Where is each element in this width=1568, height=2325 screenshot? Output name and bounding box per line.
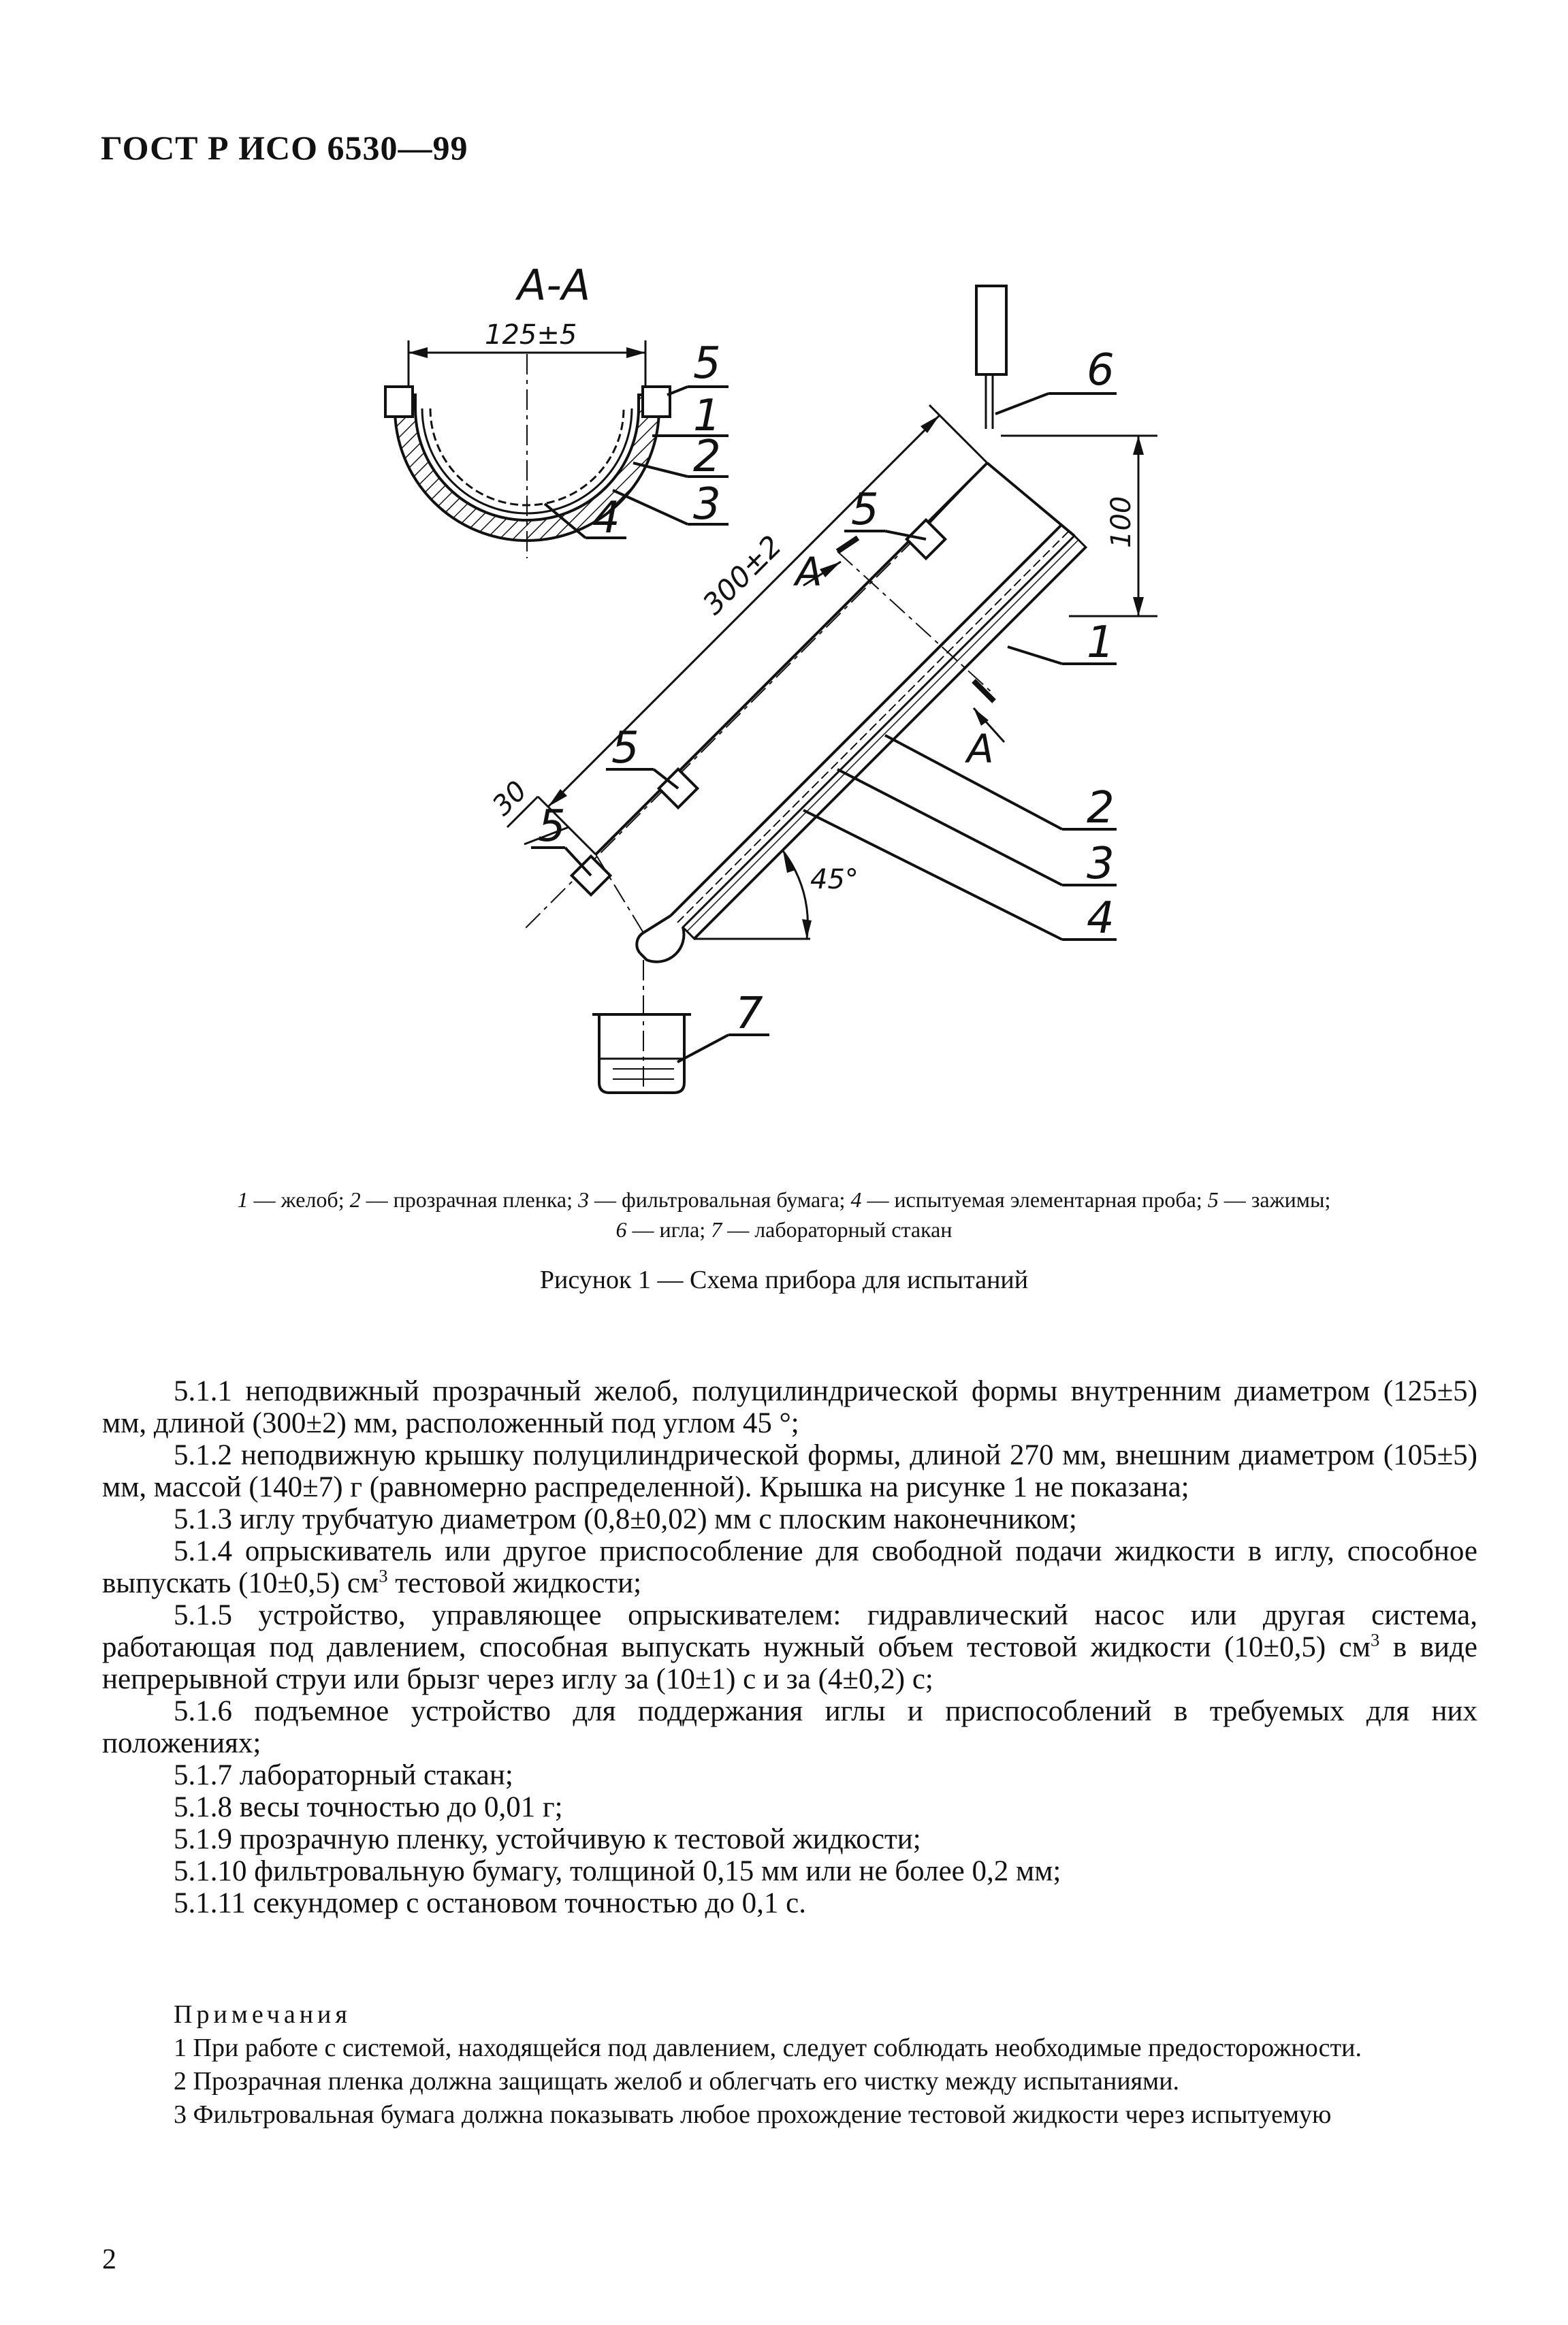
section-mark-lower: А (967, 726, 994, 772)
legend-num-6: 6 (615, 1217, 627, 1242)
dim-length: 300±2 (696, 528, 788, 622)
legend-num-1: 1 (237, 1187, 249, 1212)
paragraph-5-1-4: 5.1.4 опрыскиватель или другое приспособление для свободной подачи жидкости в иглу, способное выпускать (10±0,5) $см^3$ тестовой жидкости; (102, 1535, 1477, 1599)
callout-5-bottom: 5 (538, 801, 566, 852)
needle (976, 286, 1117, 429)
paragraph-5-1-2: 5.1.2 неподвижную крышку полуцилиндрической формы, длиной 270 мм, внешним диаметром (105±5) мм, массой (140±7) г (равномерно распределенной). Крышка на рисунке 1 не показана; (102, 1439, 1477, 1503)
legend-num-7: 7 (711, 1217, 722, 1242)
legend-line-1: 1 — желоб; 2 — прозрачная пленка; 3 — фильтровальная бумага; 4 — испытуемая элементарная проба; 5 — зажимы; (237, 1187, 1331, 1212)
legend-line-2: 6 — игла; 7 — лабораторный стакан (615, 1217, 953, 1242)
callout-4: 4 (1087, 893, 1115, 944)
dim-height: 100 (1106, 496, 1137, 548)
section-mark-upper: А (795, 549, 822, 595)
section-callout-3: 3 (693, 479, 721, 530)
legend-text-1: желоб; (281, 1187, 345, 1212)
callout-7: 7 (735, 989, 763, 1039)
notes-title: Примечания (174, 2000, 351, 2029)
paragraph-5-1-1: 5.1.1 неподвижный прозрачный желоб, полуцилиндрической формы внутренним диаметром (125±5) мм, длиной (300±2) мм, расположенный под углом 45 °; (102, 1375, 1477, 1439)
section-callout-2: 2 (693, 432, 721, 482)
section-callout-1: 1 (693, 391, 721, 441)
callout-5-top: 5 (851, 485, 879, 535)
legend-num-3: 3 (577, 1187, 589, 1212)
legend-num-4: 4 (850, 1187, 862, 1212)
legend-text-4: испытуемая элементарная проба; (894, 1187, 1202, 1212)
paragraph-5-1-5: 5.1.5 устройство, управляющее опрыскивателем: гидравлический насос или другая система, работающая под давлением, способная выпускать нужный объем тестовой жидкости (10±0,5) $см^3$ в виде непрерывной струи или брызг через иглу за (10±1) с и за (4±0,2) с; (102, 1599, 1477, 1695)
figure-title: Рисунок 1 — Схема прибора для испытаний (539, 1266, 1029, 1294)
paragraph-5-1-10: 5.1.10 фильтровальную бумагу, толщиной 0,15 мм или не более 0,2 мм; (174, 1855, 1061, 1887)
paragraph-5-1-9: 5.1.9 прозрачную пленку, устойчивую к тестовой жидкости; (174, 1823, 921, 1855)
section-view (385, 260, 729, 558)
beaker (592, 960, 769, 1093)
section-callout-5: 5 (693, 338, 721, 389)
legend-num-2: 2 (349, 1187, 361, 1212)
legend-text-3: фильтровальная бумага; (621, 1187, 846, 1212)
callout-1: 1 (1087, 618, 1115, 668)
note-2: 2 Прозрачная пленка должна защищать желоб и облегчать его чистку между испытаниями. (174, 2067, 1180, 2096)
paragraph-5-1-3: 5.1.3 иглу трубчатую диаметром (0,8±0,02) мм с плоским наконечником; (174, 1503, 1077, 1535)
legend-text-7: лабораторный стакан (754, 1217, 953, 1242)
apparatus-diagram (0, 0, 1568, 1157)
angle-label: 45° (810, 864, 859, 895)
legend-text-5: зажимы; (1251, 1187, 1331, 1212)
note-3: 3 Фильтровальная бумага должна показывать любое прохождение тестовой жидкости через испытуемую (174, 2100, 1332, 2129)
legend-text-6: игла; (659, 1217, 706, 1242)
figure-legend (102, 1185, 1466, 1245)
length-dimension (487, 405, 987, 854)
section-label: А-А (517, 260, 591, 310)
paragraph-5-1-8: 5.1.8 весы точностью до 0,01 г; (174, 1791, 563, 1823)
paragraph-5-1-6: 5.1.6 подъемное устройство для поддержания иглы и приспособлений в требуемых для них положениях; (102, 1695, 1477, 1759)
legend-text-2: прозрачная пленка; (393, 1187, 573, 1212)
callout-5-middle: 5 (611, 723, 639, 773)
paragraph-5-1-7: 5.1.7 лабораторный стакан; (174, 1759, 513, 1791)
note-1: 1 При работе с системой, находящейся под давлением, следует соблюдать необходимые предосторожности. (174, 2034, 1362, 2062)
section-callout-4: 4 (592, 493, 620, 543)
dim-offset: 30 (486, 775, 534, 822)
document-header: ГОСТ Р ИСО 6530—99 (101, 129, 468, 167)
dim-width: 125±5 (485, 319, 577, 351)
apparatus-figure (0, 0, 1568, 1157)
callout-6: 6 (1087, 345, 1115, 396)
legend-num-5: 5 (1207, 1187, 1219, 1212)
notes-block (102, 1998, 1477, 2132)
page-number: 2 (102, 2244, 116, 2275)
paragraph-5-1-11: 5.1.11 секундомер с остановом точностью до 0,1 с. (174, 1887, 806, 1919)
callout-2: 2 (1087, 783, 1115, 833)
body-text (102, 1375, 1477, 1919)
callout-3: 3 (1087, 839, 1115, 889)
